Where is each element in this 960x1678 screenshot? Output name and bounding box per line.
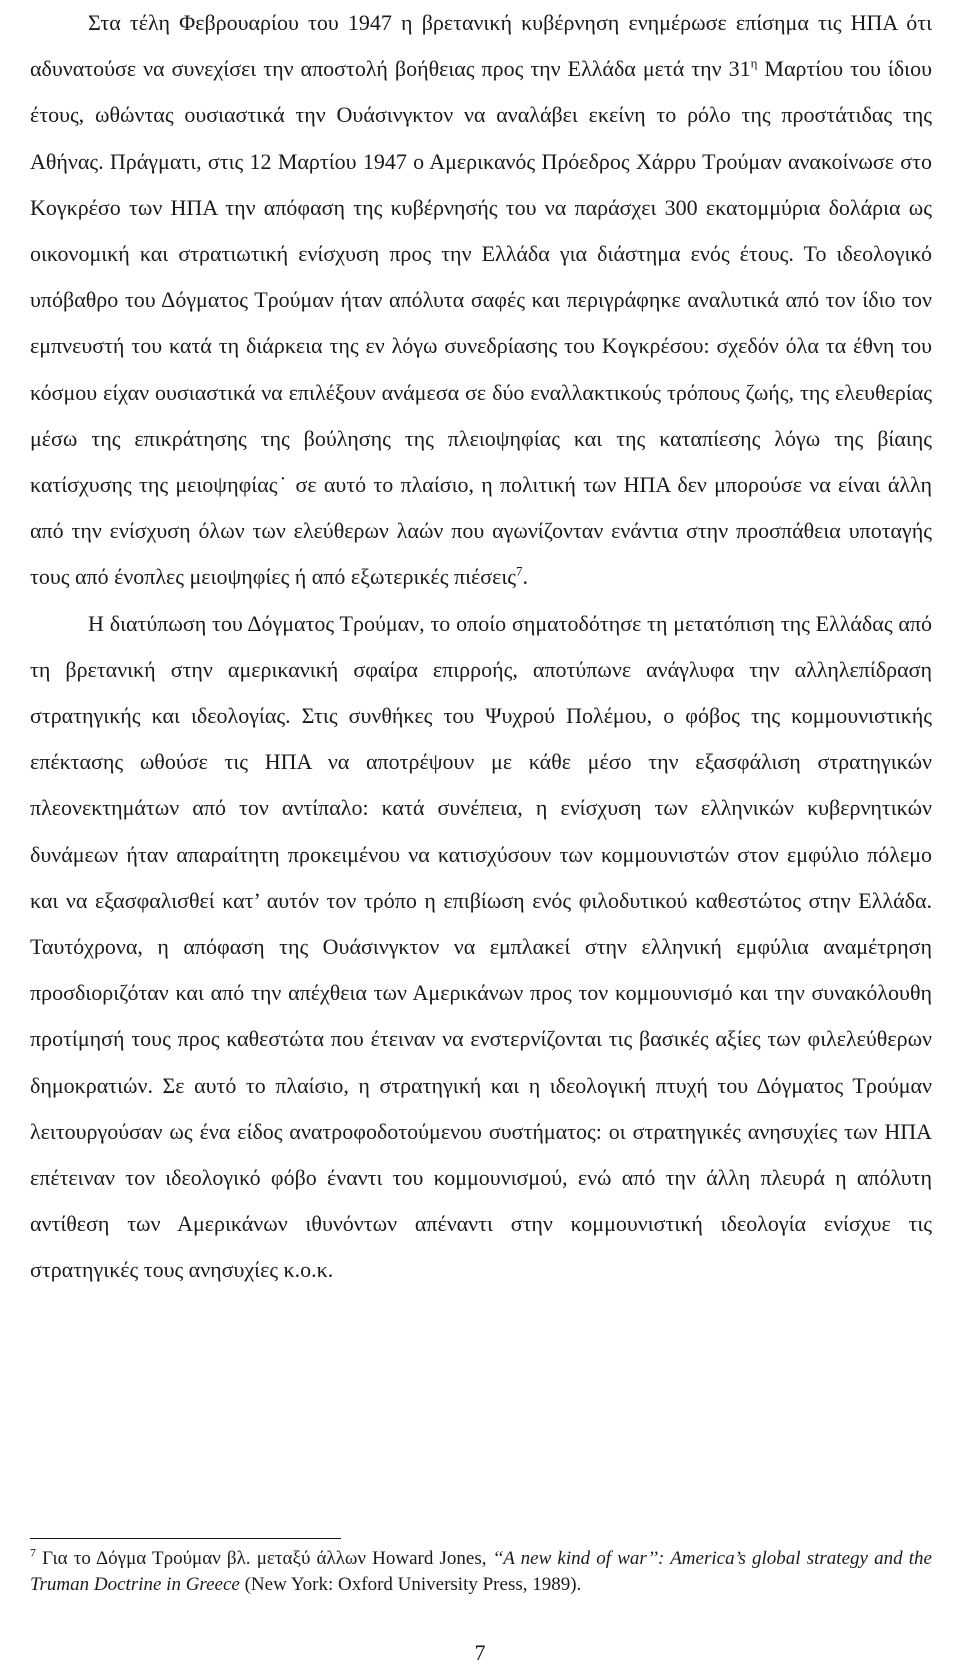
- footnote: [30, 1546, 932, 1598]
- paragraph-1-text-a: Στα τέλη Φεβρουαρίου του 1947 η βρετανική κυβέρνηση ενημέρωσε επίσημα τις ΗΠΑ ότι αδυνατούσε να συνεχίσει την αποστολή βοήθειας προς την Ελλάδα μετά την 31: [30, 10, 932, 82]
- page-number: 7: [474, 1640, 486, 1665]
- paragraph-2: Η διατύπωση του Δόγματος Τρούμαν, το οποίο σηματοδότησε τη μετατόπιση της Ελλάδας από τη βρετανική στην αμερικανική σφαίρα επιρροής, αποτύπωνε ανάγλυφα την αλληλεπίδραση στρατηγικής και ιδεολογίας. Στις συνθήκες του Ψυχρού Πολέμου, ο φόβος της κομμουνιστικής επέκτασης ωθούσε τις ΗΠΑ να αποτρέψουν με κάθε μέσο την εξασφάλιση στρατηγικών πλεονεκτημάτων από τον αντίπαλο: κατά συνέπεια, η ενίσχυση των ελληνικών κυβερνητικών δυνάμεων ήταν απαραίτητη προκειμένου να κατισχύσουν των κομμουνιστών στον εμφύλιο πόλεμο και να εξασφαλισθεί κατ’ αυτόν τον τρόπο η επιβίωση ενός φιλοδυτικού καθεστώτος στην Ελλάδα. Ταυτόχρονα, η απόφαση της Ουάσινγκτον να εμπλακεί στην ελληνική εμφύλια αναμέτρηση προσδιοριζόταν και από την απέχθεια των Αμερικάνων προς τον κομμουνισμό και την συνακόλουθη προτίμησή τους προς καθεστώτα που έτειναν να ενστερνίζονται τις βασικές αξίες των φιλελεύθερων δημοκρατιών. Σε αυτό το πλαίσιο, η στρατηγική και η ιδεολογική πτυχή του Δόγματος Τρούμαν λειτουργούσαν ως ένα είδος ανατροφοδοτούμενου συστήματος: οι στρατηγικές ανησυχίες των ΗΠΑ επέτειναν τον ιδεολογικό φόβο έναντι του κομμουνισμού, ενώ από την άλλη πλευρά η απόλυτη αντίθεση των Αμερικάνων ιθυνόντων απέναντι στην κομμουνιστική ιδεολογία ενίσχυε τις στρατηγικές τους ανησυχίες κ.ο.κ.: [30, 610, 932, 1283]
- paragraph-1-text-c: .: [522, 564, 528, 590]
- paragraph-1: [30, 0, 932, 601]
- footnote-tail: (New York: Oxford University Press, 1989).: [239, 1574, 582, 1595]
- footnote-number: 7: [30, 1545, 36, 1560]
- footnote-title: ‘‘A new kind of war’’: America’s global strategy and the Truman Doctrine in Greece: [30, 1548, 932, 1595]
- footnote-lead: Για το Δόγμα Τρούμαν βλ. μεταξύ άλλων Howard Jones,: [36, 1548, 493, 1569]
- footnote-reference[interactable]: 7: [515, 564, 523, 580]
- footnote-separator: [30, 1538, 341, 1539]
- body-text: [30, 0, 932, 1294]
- ordinal-superscript: η: [750, 55, 758, 71]
- paragraph-1-text-b: Μαρτίου του ίδιου έτους, ωθώντας ουσιαστικά την Ουάσινγκτον να αναλάβει εκείνη το ρόλο της προστάτιδας της Αθήνας. Πράγματι, στις 12 Μαρτίου 1947 ο Αμερικανός Πρόεδρος Χάρρυ Τρούμαν ανακοίνωσε στο Κογκρέσο των ΗΠΑ την απόφαση της κυβέρνησής του να παράσχει 300 εκατομμύρια δολάρια ως οικονομική και στρατιωτική ενίσχυση προς την Ελλάδα για διάστημα ενός έτους. Το ιδεολογικό υπόβαθρο του Δόγματος Τρούμαν ήταν απόλυτα σαφές και περιγράφηκε αναλυτικά από τον ίδιο τον εμπνευστή του κατά τη διάρκεια της εν λόγω συνεδρίασης του Κογκρέσου: σχεδόν όλα τα έθνη του κόσμου είχαν ουσιαστικά να επιλέξουν ανάμεσα σε δύο εναλλακτικούς τρόπους ζωής, της ελευθερίας μέσω της επικράτησης της βούλησης της πλειοψηφίας και της καταπίεσης λόγω της βίαιης κατίσχυσης της μειοψηφίας˙ σε αυτό το πλαίσιο, η πολιτική των ΗΠΑ δεν μπορούσε να είναι άλλη από την ενίσχυση όλων των ελεύθερων λαών που αγωνίζονταν ενάντια στην προσπάθεια υποταγής τους από ένοπλες μειοψηφίες ή από εξωτερικές πιέσεις: [30, 56, 932, 590]
